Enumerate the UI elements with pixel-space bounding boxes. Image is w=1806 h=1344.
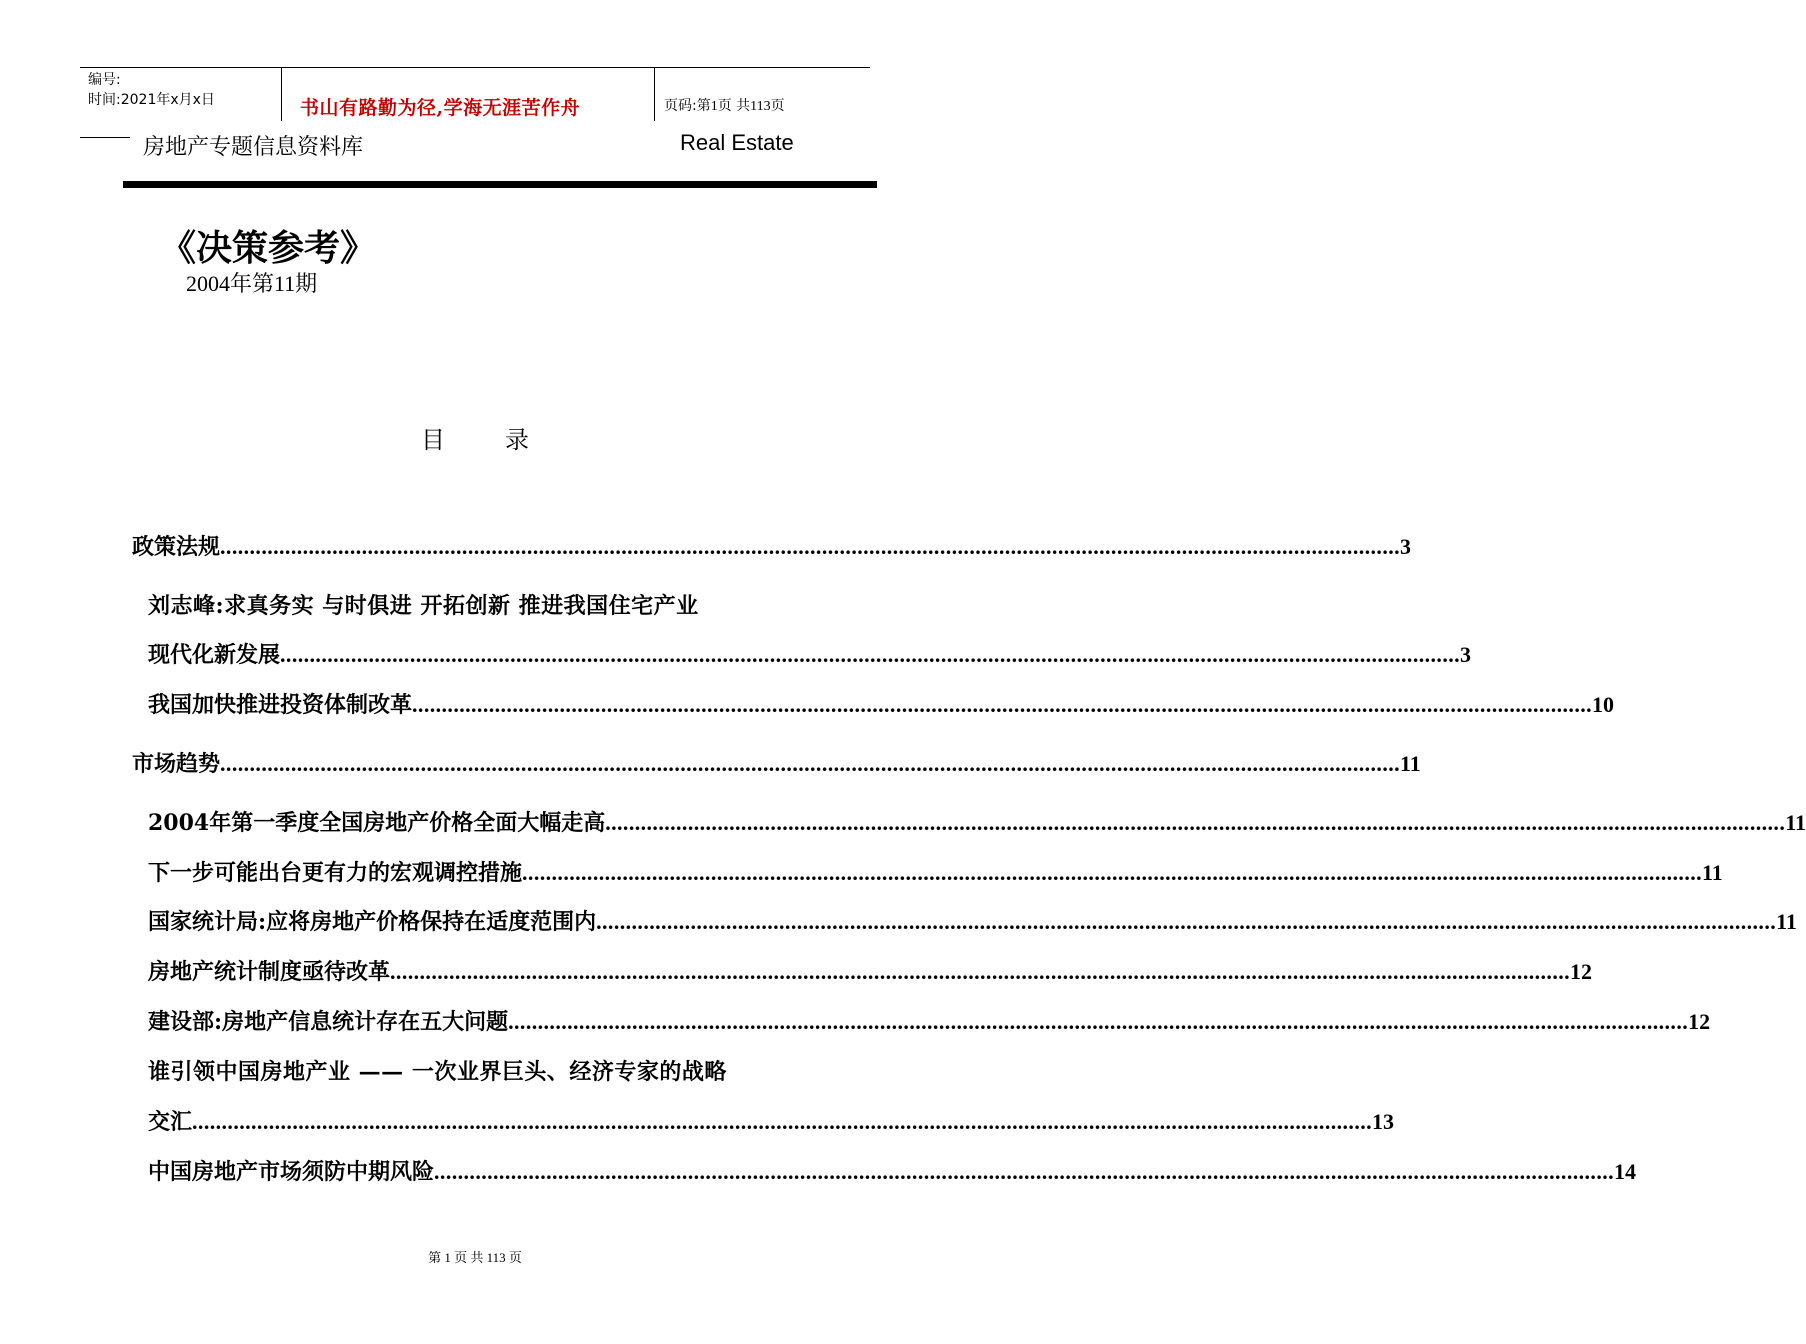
page-footer: 第 1 页 共 113 页 (428, 1250, 522, 1265)
toc-leader: ........................................................................................................................................................................................................ (508, 1009, 1689, 1034)
toc-page: 13 (1372, 1109, 1395, 1134)
toc-page: 11 (1776, 909, 1797, 934)
toc-leader: ........................................................................................................................................................................................................ (220, 534, 1401, 559)
toc-entry[interactable]: 2004年第一季度全国房地产价格全面大幅走高 ........................................................................................................................................................................................................ 11 (148, 810, 1806, 836)
header-page-mid: 页 共 (717, 98, 751, 114)
toc-page: 12 (1570, 959, 1593, 984)
toc-entry[interactable]: 我国加快推进投资体制改革 ........................................................................................................................................................................................................ 10 (148, 692, 1615, 718)
toc-page: 11 (1702, 860, 1723, 885)
toc-page: 3 (1400, 534, 1412, 559)
toc-entry[interactable]: 房地产统计制度亟待改革 ........................................................................................................................................................................................................ 12 (148, 959, 1593, 985)
header-divider-1 (281, 68, 282, 121)
toc-entry[interactable]: 市场趋势 ........................................................................................................................................................................................................ 11 (132, 751, 1421, 777)
toc-page: 11 (1400, 751, 1421, 776)
toc-entry[interactable]: 交汇 ........................................................................................................................................................................................................ 13 (148, 1109, 1395, 1135)
toc-leader: ........................................................................................................................................................................................................ (192, 1109, 1373, 1134)
toc-page: 3 (1460, 642, 1472, 667)
publication-title: 《决策参考》 (160, 227, 377, 269)
toc-leader: ........................................................................................................................................................................................................ (434, 1159, 1615, 1184)
toc-leader: ........................................................................................................................................................................................................ (596, 909, 1777, 934)
toc-leader: ........................................................................................................................................................................................................ (522, 860, 1703, 885)
toc-entry[interactable]: 中国房地产市场须防中期风险 ........................................................................................................................................................................................................ 14 (148, 1159, 1637, 1185)
header-time-label: 时间:2021年x月x日 (88, 92, 215, 108)
header-divider-2 (654, 68, 655, 121)
toc-entry[interactable]: 谁引领中国房地产业 —— 一次业界巨头、经济专家的战略 (148, 1059, 727, 1085)
header-page-current: 1 (710, 99, 718, 114)
toc-entry[interactable]: 国家统计局:应将房地产价格保持在适度范围内 ........................................................................................................................................................................................................ 11 (148, 909, 1797, 935)
toc-heading: 目录 (421, 426, 589, 454)
toc-entry[interactable]: 现代化新发展 ........................................................................................................................................................................................................ 3 (148, 642, 1472, 668)
issue-number: 2004年第11期 (186, 271, 318, 296)
toc-page: 10 (1592, 692, 1615, 717)
toc-leader: ........................................................................................................................................................................................................ (280, 642, 1461, 667)
toc-entry[interactable]: 政策法规 ........................................................................................................................................................................................................ 3 (132, 534, 1412, 560)
toc-leader: ........................................................................................................................................................................................................ (412, 692, 1593, 717)
header-page-info (664, 95, 785, 115)
database-title-en: Real Estate (680, 130, 794, 155)
header-page-end: 页 (770, 98, 785, 114)
toc-page: 14 (1614, 1159, 1637, 1184)
header-motto: 书山有路勤为径,学海无涯苦作舟 (300, 97, 581, 119)
toc-page: 12 (1688, 1009, 1711, 1034)
toc-leader: ........................................................................................................................................................................................................ (605, 810, 1786, 835)
database-title-rule (80, 137, 130, 138)
toc-leader: ........................................................................................................................................................................................................ (390, 959, 1571, 984)
header-thick-rule (123, 181, 877, 188)
toc-page: 11 (1785, 810, 1806, 835)
header-top-rule (80, 67, 870, 68)
header-number-label: 编号: (88, 72, 121, 88)
toc-entry[interactable]: 下一步可能出台更有力的宏观调控措施 ........................................................................................................................................................................................................ 11 (148, 860, 1723, 886)
header-page-total: 113 (750, 99, 771, 114)
database-title: 房地产专题信息资料库 (143, 135, 364, 160)
header-page-label: 页码:第 (664, 98, 711, 114)
toc-entry[interactable]: 建设部:房地产信息统计存在五大问题 ........................................................................................................................................................................................................ 12 (148, 1009, 1711, 1035)
header-meta (88, 70, 215, 110)
toc-leader: ........................................................................................................................................................................................................ (220, 751, 1401, 776)
toc-entry[interactable]: 刘志峰:求真务实 与时俱进 开拓创新 推进我国住宅产业 (148, 593, 699, 619)
